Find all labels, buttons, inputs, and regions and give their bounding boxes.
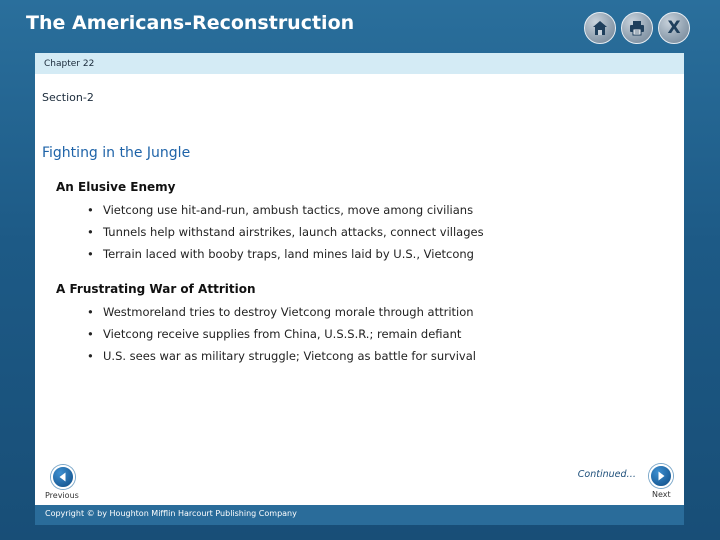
footer-bar <box>35 505 684 525</box>
list-item: • Vietcong use hit-and-run, ambush tactics, move among civilians <box>87 199 484 221</box>
list-item: • Tunnels help withstand airstrikes, launch attacks, connect villages <box>87 221 484 243</box>
bullet-list <box>87 199 484 265</box>
list-item: • Westmoreland tries to destroy Vietcong morale through attrition <box>87 301 476 323</box>
bullet-icon: • <box>87 327 94 341</box>
print-button[interactable] <box>621 12 653 44</box>
chapter-bar <box>35 53 684 74</box>
bullet-icon: • <box>87 349 94 363</box>
list-item: • U.S. sees war as military struggle; Vietcong as battle for survival <box>87 345 476 367</box>
next-button[interactable] <box>649 464 673 488</box>
slide-title: Fighting in the Jungle <box>42 145 191 161</box>
slide-content <box>35 53 684 506</box>
section-label: Section-2 <box>42 91 94 104</box>
close-icon: X <box>667 18 681 38</box>
bullet-icon: • <box>87 203 94 217</box>
next-label[interactable]: Next <box>652 490 671 499</box>
list-item: • Terrain laced with booby traps, land mines laid by U.S., Vietcong <box>87 243 484 265</box>
topic-heading: A Frustrating War of Attrition <box>56 282 256 296</box>
arrow-right-icon <box>655 470 667 482</box>
arrow-left-icon <box>57 471 69 483</box>
bullet-icon: • <box>87 247 94 261</box>
home-button[interactable] <box>584 12 616 44</box>
previous-button[interactable] <box>51 465 75 489</box>
bullet-list <box>87 301 476 367</box>
print-icon <box>628 19 646 37</box>
chapter-label: Chapter 22 <box>44 59 95 69</box>
continued-label: Continued… <box>577 469 636 480</box>
copyright-text: Copyright © by Houghton Mifflin Harcourt Publishing Company <box>45 509 297 518</box>
list-item: • Vietcong receive supplies from China, U.S.S.R.; remain defiant <box>87 323 476 345</box>
close-button[interactable] <box>658 12 690 44</box>
previous-label[interactable]: Previous <box>45 491 79 500</box>
app-title: The Americans-Reconstruction <box>26 12 355 34</box>
home-icon <box>591 19 609 37</box>
bullet-icon: • <box>87 305 94 319</box>
topic-heading: An Elusive Enemy <box>56 180 176 194</box>
bullet-icon: • <box>87 225 94 239</box>
